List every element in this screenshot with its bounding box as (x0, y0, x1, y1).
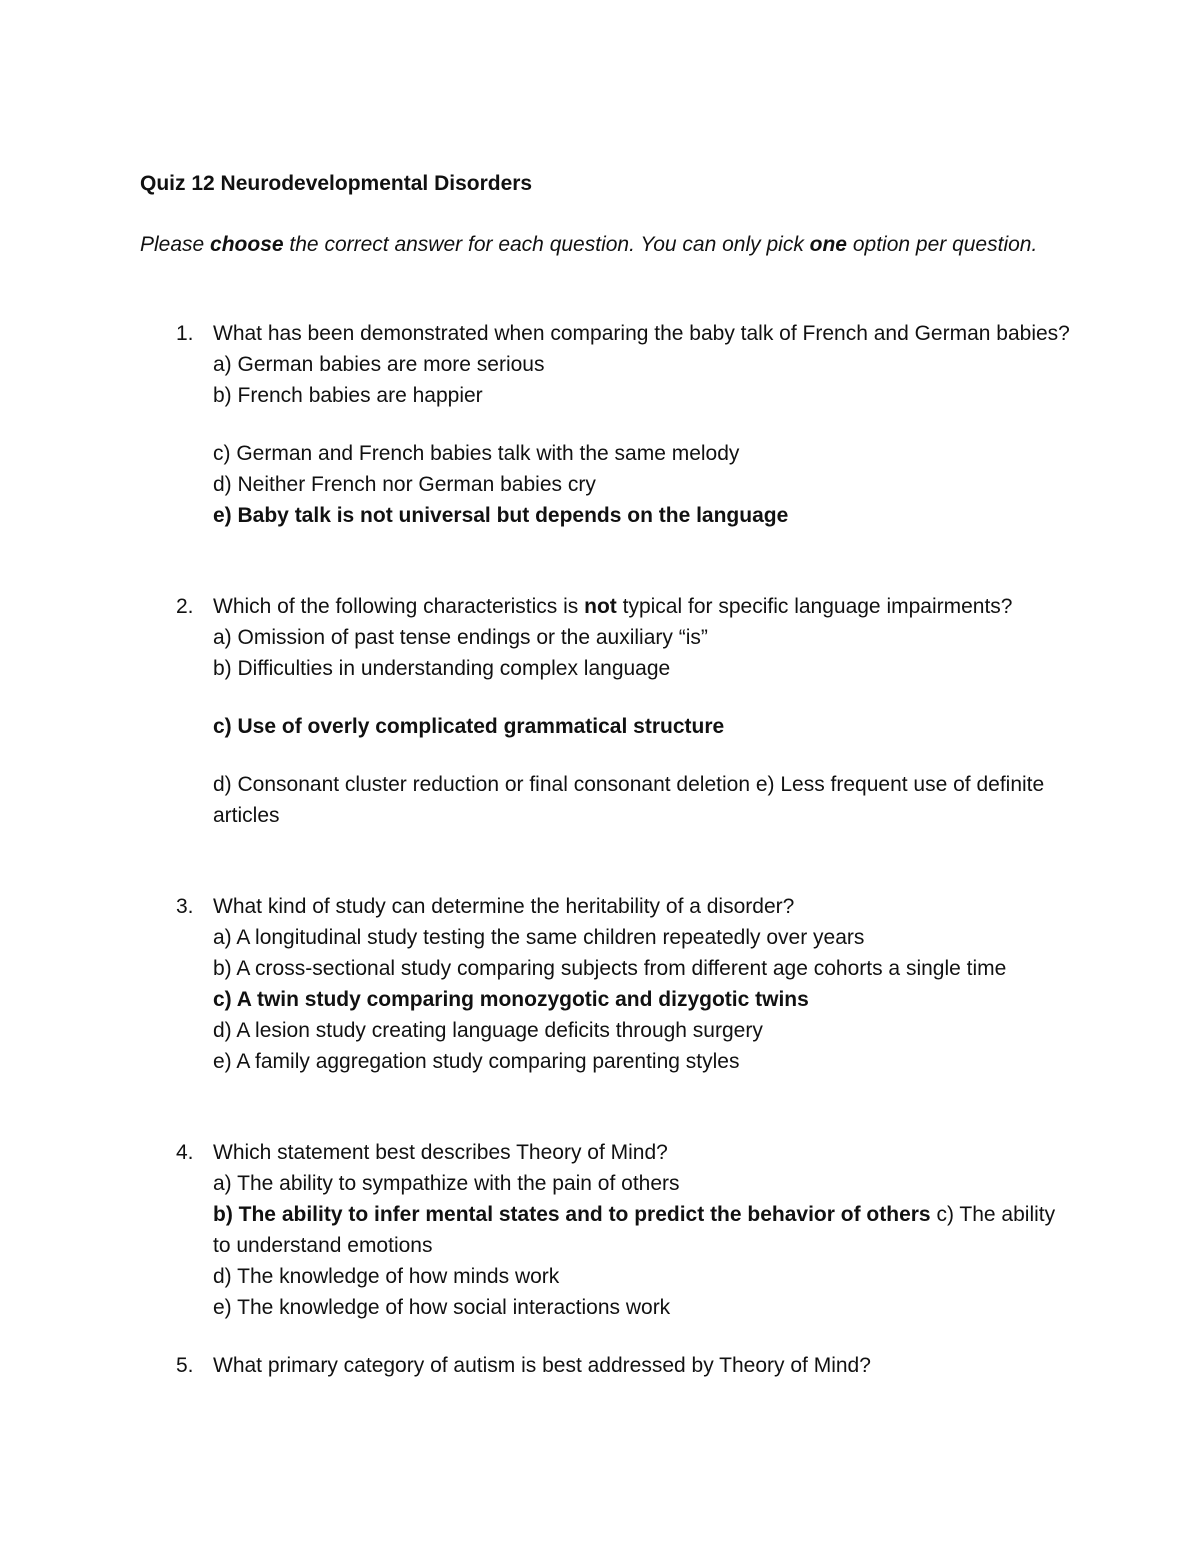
answer-option-e-correct: e) Baby talk is not universal but depends on the language (213, 504, 789, 527)
answer-option-d: d) A lesion study creating language deficits through surgery (213, 1019, 763, 1042)
question-text: Which statement best describes Theory of Mind? (213, 1141, 668, 1164)
question-text: What has been demonstrated when comparing the baby talk of French and German babies? (213, 322, 1070, 345)
answer-option-c: c) German and French babies talk with the same melody (213, 442, 740, 465)
question-number: 3. (176, 895, 194, 918)
answer-option-b: b) A cross-sectional study comparing subjects from different age cohorts a single time (213, 957, 1007, 980)
question-2 (140, 591, 1070, 831)
instructions (140, 229, 1060, 260)
answer-option-d: d) Consonant cluster reduction or final consonant deletion (213, 773, 750, 796)
instructions-text: option per question. (847, 233, 1038, 256)
answer-option-c-correct: c) A twin study comparing monozygotic and dizygotic twins (213, 988, 809, 1011)
question-number: 2. (176, 595, 194, 618)
question-text (213, 591, 1070, 622)
question-3 (140, 891, 1070, 1077)
question-5 (140, 1350, 1070, 1381)
instructions-emphasis-choose: choose (210, 233, 284, 256)
question-text: What kind of study can determine the heritability of a disorder? (213, 895, 795, 918)
question-text: What primary category of autism is best addressed by Theory of Mind? (213, 1354, 871, 1377)
answer-option-d: d) Neither French nor German babies cry (213, 473, 596, 496)
question-1 (140, 318, 1070, 531)
answer-option-c: c) The ability to understand emotions (213, 1203, 1056, 1257)
answer-option-b: b) French babies are happier (213, 384, 483, 407)
question-text-part: Which of the following characteristics is (213, 595, 585, 618)
answer-options-b-c (213, 1199, 1070, 1261)
answer-option-a: a) The ability to sympathize with the pain of others (213, 1172, 680, 1195)
instructions-text: Please (140, 233, 211, 256)
answer-option-a: a) A longitudinal study testing the same children repeatedly over years (213, 926, 865, 949)
question-number: 5. (176, 1354, 194, 1377)
instructions-emphasis-one: one (809, 233, 847, 256)
answer-option-e: e) The knowledge of how social interactions work (213, 1296, 671, 1319)
answer-option-b: b) Difficulties in understanding complex language (213, 657, 671, 680)
question-4 (140, 1137, 1070, 1323)
quiz-title: Quiz 12 Neurodevelopmental Disorders (140, 172, 533, 195)
question-number: 4. (176, 1141, 194, 1164)
instructions-text: the correct answer for each question. You can only pick (283, 233, 810, 256)
answer-option-e: e) Less frequent use of definite articles (213, 773, 1045, 827)
answer-option-e: e) A family aggregation study comparing parenting styles (213, 1050, 740, 1073)
question-text-part: typical for specific language impairments? (616, 595, 1013, 618)
answer-option-c-correct: c) Use of overly complicated grammatical structure (213, 715, 725, 738)
question-emphasis-not: not (584, 595, 617, 618)
answer-option-a: a) German babies are more serious (213, 353, 545, 376)
answer-option-d: d) The knowledge of how minds work (213, 1265, 560, 1288)
answer-option-a: a) Omission of past tense endings or the auxiliary “is” (213, 626, 708, 649)
answer-options-d-e (213, 769, 1070, 831)
answer-option-b-correct: b) The ability to infer mental states and to predict the behavior of others (213, 1203, 931, 1226)
question-number: 1. (176, 322, 194, 345)
